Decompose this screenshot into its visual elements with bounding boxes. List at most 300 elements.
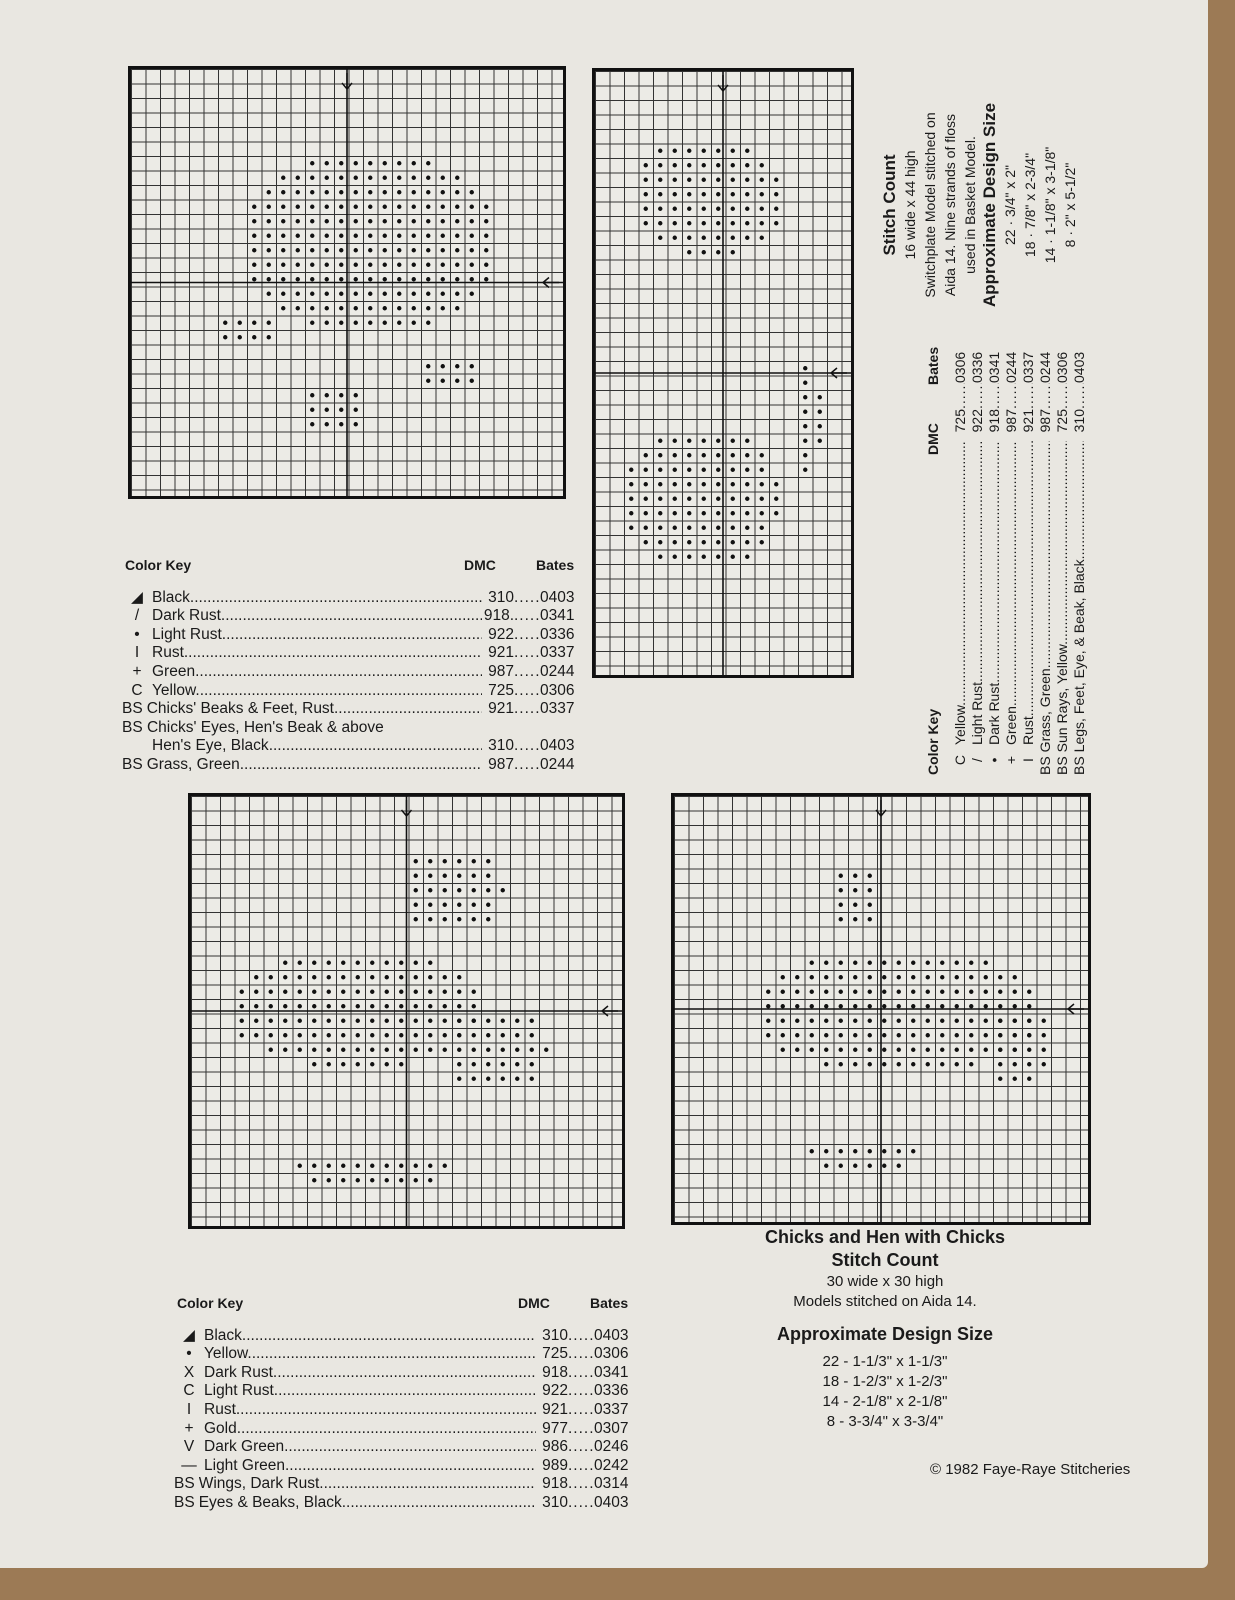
stitch-mark: [267, 321, 271, 325]
stitch-mark: [428, 1019, 432, 1023]
stitch-mark: [926, 1048, 930, 1052]
key-row: [122, 663, 578, 682]
key-bates: 0336: [969, 351, 985, 383]
stitch-mark: [385, 1178, 389, 1182]
stitch-mark: [310, 263, 314, 267]
key-row: [174, 1401, 632, 1420]
stitch-mark: [687, 192, 691, 196]
stitch-mark: [955, 975, 959, 979]
stitch-mark: [760, 178, 764, 182]
key-dmc: 922: [542, 1382, 568, 1400]
stitch-mark: [766, 1004, 770, 1008]
stitch-mark: [926, 1062, 930, 1066]
stitch-mark: [426, 306, 430, 310]
stitch-mark: [658, 555, 662, 559]
key-symbol: +: [1003, 755, 1019, 765]
key-bates: 0307: [594, 1419, 629, 1437]
stitch-mark: [1027, 1004, 1031, 1008]
key-dmc: 310: [542, 1326, 568, 1344]
key-symbol: I: [134, 644, 140, 662]
stitch-mark: [385, 1019, 389, 1023]
stitch-mark: [428, 874, 432, 878]
stitch-mark: [399, 990, 403, 994]
key-symbol: ◢: [183, 1326, 195, 1344]
color-key-3: [880, 345, 1110, 775]
stitch-mark: [426, 364, 430, 368]
stitch-mark: [810, 1033, 814, 1037]
stitch-mark: [673, 439, 677, 443]
key-symbol: I: [1020, 758, 1036, 762]
chart-chicks: [188, 793, 625, 1229]
stitch-mark: [911, 990, 915, 994]
stitch-mark: [472, 903, 476, 907]
stitch-mark: [544, 1048, 548, 1052]
stitch-mark: [397, 205, 401, 209]
stitch-mark: [354, 306, 358, 310]
stitch-mark: [310, 408, 314, 412]
stitch-mark: [687, 207, 691, 211]
stitch-mark: [298, 1164, 302, 1168]
stitch-mark: [370, 1004, 374, 1008]
key-title: Color Key: [177, 1295, 244, 1311]
stitch-mark: [731, 526, 735, 530]
stitch-mark: [731, 468, 735, 472]
stitch-mark: [745, 236, 749, 240]
stitch-mark: [414, 1019, 418, 1023]
stitch-mark: [731, 149, 735, 153]
stitch-mark: [223, 335, 227, 339]
stitch-mark: [269, 1048, 273, 1052]
key-bates: 0403: [1071, 351, 1087, 383]
stitch-mark: [486, 1048, 490, 1052]
stitch-mark: [397, 176, 401, 180]
key-row: [122, 589, 578, 608]
key-bates: 0306: [594, 1345, 629, 1363]
stitch-mark: [803, 453, 807, 457]
stitch-mark: [926, 975, 930, 979]
stitch-mark: [455, 306, 459, 310]
stitch-mark: [984, 1019, 988, 1023]
stitch-mark: [644, 468, 648, 472]
stitch-mark: [955, 1019, 959, 1023]
stitch-mark: [515, 1062, 519, 1066]
key-name: Light Rust .....: [969, 441, 986, 745]
stitch-mark: [515, 1048, 519, 1052]
key-row: [986, 345, 1003, 775]
stitch-mark: [969, 1019, 973, 1023]
chart-marks: [674, 796, 1088, 1222]
stitch-mark: [998, 1019, 1002, 1023]
stitch-mark: [281, 190, 285, 194]
stitch-mark: [673, 453, 677, 457]
stitch-mark: [1013, 1062, 1017, 1066]
stitch-mark: [853, 1062, 857, 1066]
key-symbol: /: [134, 607, 140, 625]
stitch-mark: [327, 1033, 331, 1037]
stitch-mark: [443, 859, 447, 863]
stitch-mark: [383, 292, 387, 296]
stitch-mark: [658, 497, 662, 501]
stitch-mark: [312, 1048, 316, 1052]
stitch-mark: [760, 482, 764, 486]
stitch-mark: [267, 248, 271, 252]
stitch-mark: [486, 874, 490, 878]
stitch-mark: [370, 1019, 374, 1023]
stitch-mark: [969, 961, 973, 965]
stitch-mark: [399, 1178, 403, 1182]
key-name: Eyes & Beaks, Black .....: [199, 1494, 536, 1513]
key-bates: 0341: [594, 1363, 629, 1381]
stitch-mark: [484, 277, 488, 281]
stitch-mark: [687, 526, 691, 530]
stitch-mark: [486, 1062, 490, 1066]
stitch-mark: [803, 395, 807, 399]
stitch-mark: [426, 190, 430, 194]
stitch-mark: [385, 990, 389, 994]
stitch-mark: [868, 1048, 872, 1052]
stitch-mark: [383, 176, 387, 180]
key-row: [122, 756, 578, 775]
stitch-mark: [341, 1164, 345, 1168]
stitch-mark: [457, 1048, 461, 1052]
stitch-mark: [296, 248, 300, 252]
stitch-mark: [530, 1077, 534, 1081]
key-bates: 0403: [540, 737, 575, 755]
stitch-mark: [312, 1062, 316, 1066]
stitch-mark: [414, 874, 418, 878]
key-dmc: 310: [488, 737, 514, 755]
stitch-mark: [397, 277, 401, 281]
stitch-mark: [984, 1048, 988, 1052]
stitch-mark: [254, 1033, 258, 1037]
stitch-mark: [745, 221, 749, 225]
stitch-mark: [760, 540, 764, 544]
stitch-mark: [385, 1164, 389, 1168]
stitch-mark: [455, 364, 459, 368]
key-symbol: BS: [1071, 756, 1087, 775]
stitch-mark: [310, 393, 314, 397]
key-bates: 0403: [594, 1493, 629, 1511]
key-symbol: C: [183, 1382, 195, 1400]
stitch-mark: [472, 1048, 476, 1052]
stitch-mark: [414, 1178, 418, 1182]
stitch-mark: [281, 205, 285, 209]
stitch-mark: [383, 277, 387, 281]
size-line: 18 - 1-2/3" x 1-2/3": [822, 1373, 948, 1390]
bates-header: Bates: [925, 346, 941, 385]
key-dmc: 921: [542, 1400, 568, 1418]
key-name: Wings, Dark Rust .....: [199, 1475, 536, 1494]
stitch-mark: [385, 1048, 389, 1052]
stitch-mark: [629, 482, 633, 486]
stitch-mark: [774, 497, 778, 501]
key-row: [1071, 345, 1088, 775]
stitch-mark: [969, 990, 973, 994]
stitch-mark: [399, 1004, 403, 1008]
stitch-mark: [673, 149, 677, 153]
stitch-mark: [426, 248, 430, 252]
stitch-mark: [441, 364, 445, 368]
stitch-mark: [296, 219, 300, 223]
stitch-mark: [984, 1033, 988, 1037]
stitch-mark: [457, 1077, 461, 1081]
stitch-mark: [824, 1004, 828, 1008]
stitch-mark: [745, 497, 749, 501]
stitch-mark: [339, 205, 343, 209]
stitch-mark: [1013, 1019, 1017, 1023]
stitch-mark: [687, 497, 691, 501]
key-bates: 0337: [594, 1400, 629, 1418]
stitch-mark: [370, 975, 374, 979]
stitch-mark: [839, 903, 843, 907]
stitch-mark: [310, 306, 314, 310]
stitch-mark: [803, 439, 807, 443]
key-name: Light Rust .....: [204, 1382, 536, 1401]
stitch-mark: [868, 990, 872, 994]
stitch-mark: [745, 178, 749, 182]
key-bates: 0336: [594, 1382, 629, 1400]
stitch-mark: [327, 1062, 331, 1066]
stitch-mark: [745, 207, 749, 211]
stitch-mark: [327, 1019, 331, 1023]
chart-marks: [191, 796, 622, 1226]
stitch-mark: [354, 393, 358, 397]
stitch-mark: [341, 975, 345, 979]
stitch-mark: [839, 990, 843, 994]
key-bates: 0336: [540, 625, 575, 643]
stitch-mark: [882, 1004, 886, 1008]
stitch-mark: [341, 990, 345, 994]
key-row: [1037, 345, 1054, 775]
stitch-mark: [716, 511, 720, 515]
stitch-mark: [853, 1019, 857, 1023]
key-symbol: •: [186, 1345, 192, 1363]
stitch-mark: [687, 250, 691, 254]
stitch-mark: [354, 277, 358, 281]
stitch-mark: [486, 888, 490, 892]
stitch-mark: [412, 205, 416, 209]
stitch-mark: [254, 975, 258, 979]
stitch-mark: [312, 1004, 316, 1008]
stitch-mark: [252, 321, 256, 325]
stitch-mark: [716, 236, 720, 240]
stitch-mark: [774, 207, 778, 211]
stitch-mark: [370, 1178, 374, 1182]
stitch-mark: [397, 306, 401, 310]
stitch-mark: [443, 1033, 447, 1037]
stitch-mark: [911, 961, 915, 965]
stitch-mark: [414, 1004, 418, 1008]
stitch-mark: [310, 248, 314, 252]
key-name: Dark Green .....: [204, 1438, 536, 1457]
stitch-mark: [926, 1004, 930, 1008]
key-bates: 0337: [540, 700, 575, 718]
stitch-mark: [644, 221, 648, 225]
stitch-mark: [658, 511, 662, 515]
stitch-mark: [298, 990, 302, 994]
stitch-mark: [399, 961, 403, 965]
stitch-mark: [383, 190, 387, 194]
stitch-mark: [397, 190, 401, 194]
key-row: [122, 682, 578, 701]
stitch-mark: [702, 453, 706, 457]
stitch-mark: [731, 540, 735, 544]
stitch-mark: [673, 221, 677, 225]
stitch-mark: [312, 1164, 316, 1168]
key-bates: 0244: [1037, 351, 1053, 383]
stitch-mark: [731, 250, 735, 254]
key-dmc: 918: [542, 1363, 568, 1381]
stitch-mark: [472, 1062, 476, 1066]
stitch-mark: [702, 250, 706, 254]
stitch-mark: [882, 990, 886, 994]
stitch-mark: [839, 1149, 843, 1153]
stitch-mark: [341, 1019, 345, 1023]
stitch-mark: [998, 1048, 1002, 1052]
stitch-mark: [940, 961, 944, 965]
stitch-mark: [839, 917, 843, 921]
key-name: Black .....: [204, 1327, 536, 1346]
stitch-mark: [687, 439, 691, 443]
key-dmc: 986: [542, 1438, 568, 1456]
stitch-mark: [897, 975, 901, 979]
stitch-mark: [455, 234, 459, 238]
stitch-mark: [897, 961, 901, 965]
stitch-size: 30 wide x 30 high: [826, 1273, 944, 1290]
stitch-mark: [1042, 1062, 1046, 1066]
stitch-mark: [484, 263, 488, 267]
stitch-mark: [339, 234, 343, 238]
stitch-mark: [760, 221, 764, 225]
stitch-mark: [354, 408, 358, 412]
stitch-mark: [687, 482, 691, 486]
stitch-mark: [383, 219, 387, 223]
stitch-mark: [716, 163, 720, 167]
stitch-mark: [368, 292, 372, 296]
stitch-mark: [810, 961, 814, 965]
stitch-mark: [673, 511, 677, 515]
stitch-mark: [470, 379, 474, 383]
key-row: [174, 1438, 632, 1457]
key-dmc: 310: [1071, 409, 1087, 433]
key-bates: 0246: [594, 1438, 629, 1456]
stitch-mark: [926, 1019, 930, 1023]
stitch-mark: [325, 408, 329, 412]
stitch-mark: [702, 149, 706, 153]
stitch-mark: [882, 975, 886, 979]
stitch-mark: [774, 178, 778, 182]
stitch-mark: [385, 1033, 389, 1037]
stitch-mark: [810, 975, 814, 979]
key-name: Light Green .....: [204, 1457, 536, 1476]
stitch-mark: [716, 192, 720, 196]
stitch-mark: [1027, 1077, 1031, 1081]
stitch-mark: [853, 1048, 857, 1052]
stitch-mark: [455, 292, 459, 296]
stitch-mark: [412, 176, 416, 180]
stitch-mark: [269, 975, 273, 979]
stitch-mark: [368, 176, 372, 180]
stitch-mark: [818, 439, 822, 443]
stitch-mark: [296, 306, 300, 310]
stitch-mark: [296, 234, 300, 238]
stitch-mark: [426, 161, 430, 165]
stitch-mark: [441, 379, 445, 383]
stitch-mark: [702, 511, 706, 515]
key-name: Yellow .....: [952, 441, 969, 745]
note-line: used in Basket Model.: [962, 136, 978, 274]
stitch-mark: [926, 961, 930, 965]
stitch-mark: [441, 277, 445, 281]
stitch-mark: [760, 236, 764, 240]
stitch-mark: [325, 219, 329, 223]
key-dmc: 921: [1020, 409, 1036, 433]
stitch-mark: [911, 1019, 915, 1023]
stitch-mark: [354, 190, 358, 194]
stitch-mark: [470, 263, 474, 267]
stitch-mark: [853, 975, 857, 979]
stitch-mark: [472, 917, 476, 921]
stitch-mark: [457, 859, 461, 863]
stitch-mark: [839, 1019, 843, 1023]
stitch-mark: [868, 874, 872, 878]
stitch-mark: [298, 1019, 302, 1023]
stitch-mark: [868, 1019, 872, 1023]
stitch-mark: [312, 1033, 316, 1037]
stitch-mark: [774, 482, 778, 486]
stitch-mark: [428, 1004, 432, 1008]
key-title: Color Key: [125, 557, 192, 573]
stitch-mark: [356, 1033, 360, 1037]
key-bates: 0341: [986, 351, 1002, 383]
stitch-mark: [803, 468, 807, 472]
stitch-mark: [897, 1033, 901, 1037]
key-row: [174, 1494, 632, 1513]
key-bates: 0306: [540, 681, 575, 699]
chart-marks: [131, 69, 563, 496]
stitch-mark: [702, 439, 706, 443]
stitch-mark: [397, 263, 401, 267]
key-name: Yellow .....: [204, 1345, 536, 1364]
stitch-mark: [428, 1048, 432, 1052]
stitch-mark: [781, 1004, 785, 1008]
stitch-mark: [283, 1004, 287, 1008]
stitch-mark: [868, 975, 872, 979]
stitch-mark: [781, 1033, 785, 1037]
stitch-mark: [658, 178, 662, 182]
key-name: Legs, Feet, Eye, & Beak, Black .....: [1071, 441, 1088, 752]
stitch-mark: [312, 961, 316, 965]
stitch-mark: [629, 511, 633, 515]
stitch-mark: [897, 1019, 901, 1023]
stitch-mark: [484, 219, 488, 223]
stitch-mark: [412, 219, 416, 223]
stitch-mark: [412, 161, 416, 165]
bates-header: Bates: [536, 557, 575, 573]
stitch-mark: [658, 192, 662, 196]
stitch-mark: [839, 888, 843, 892]
arrow-left-icon: [1068, 1004, 1084, 1014]
arrow-down-icon: [342, 73, 352, 89]
stitch-mark: [868, 903, 872, 907]
stitch-mark: [385, 975, 389, 979]
size-line: 8 · 2" x 5-1/2": [1062, 162, 1078, 248]
stitch-mark: [716, 207, 720, 211]
stitch-mark: [1027, 990, 1031, 994]
stitch-mark: [354, 422, 358, 426]
note-line: Aida 14. Nine strands of floss: [942, 113, 958, 297]
stitch-mark: [298, 961, 302, 965]
